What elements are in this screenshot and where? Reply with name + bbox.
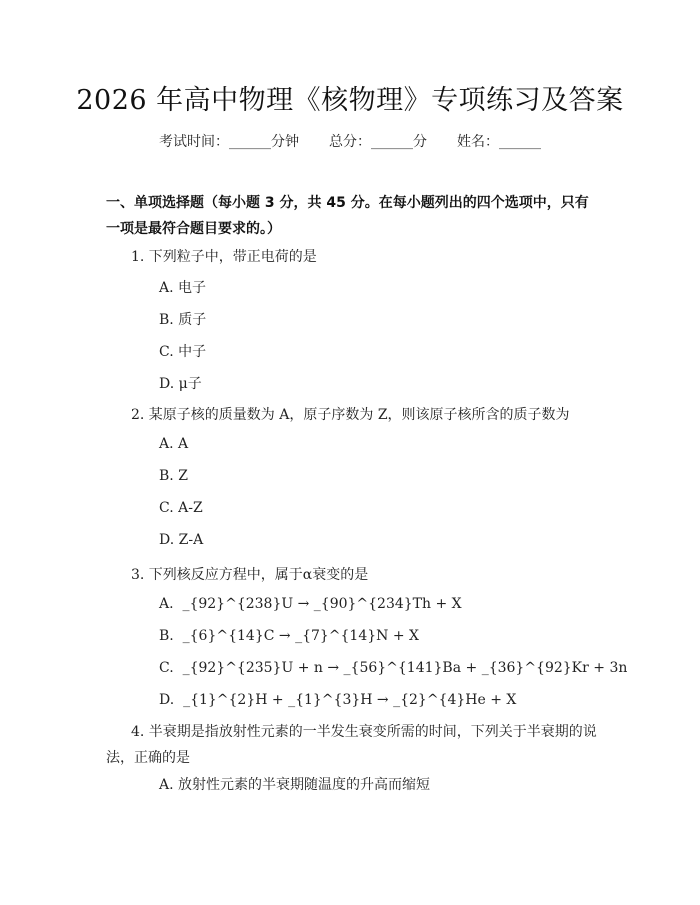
exam-time-field: 考试时间：______分钟 — [159, 134, 299, 150]
student-name-field: 姓名：______ — [457, 134, 541, 150]
answer-option: D. Z-A — [159, 532, 204, 548]
answer-option: C. A-Z — [159, 500, 203, 516]
answer-option: A. _{92}^{238}U → _{90}^{234}Th + X — [159, 596, 462, 612]
answer-option: B. Z — [159, 468, 188, 484]
answer-option: D. μ子 — [159, 376, 202, 392]
answer-option: C. _{92}^{235}U + n → _{56}^{141}Ba + _{36}^{92}Kr + 3n — [159, 660, 628, 676]
answer-option: C. 中子 — [159, 344, 207, 360]
answer-option: A. 放射性元素的半衰期随温度的升高而缩短 — [159, 777, 431, 793]
answer-option: B. 质子 — [159, 312, 207, 328]
question-stem: 4. 半衰期是指放射性元素的一半发生衰变所需的时间，下列关于半衰期的说法，正确的是 — [106, 724, 597, 766]
answer-option: A. A — [159, 436, 189, 452]
total-score-field: 总分：______分 — [329, 134, 427, 150]
page-title: 2026 年高中物理《核物理》专项练习及答案 — [76, 85, 624, 116]
question-stem: 2. 某原子核的质量数为 A，原子序数为 Z，则该原子核所含的质子数为 — [131, 407, 570, 423]
question-stem: 3. 下列核反应方程中，属于α衰变的是 — [131, 567, 369, 583]
answer-option: B. _{6}^{14}C → _{7}^{14}N + X — [159, 628, 419, 644]
answer-option: A. 电子 — [159, 280, 207, 296]
answer-option: D. _{1}^{2}H + _{1}^{3}H → _{2}^{4}He + X — [159, 692, 517, 708]
section-heading: 一、单项选择题（每小题 3 分，共 45 分。在每小题列出的四个选项中，只有一项是最符合题目要求的。） — [106, 195, 589, 237]
exam-info-row — [0, 131, 700, 151]
question-stem: 1. 下列粒子中，带正电荷的是 — [131, 249, 317, 265]
